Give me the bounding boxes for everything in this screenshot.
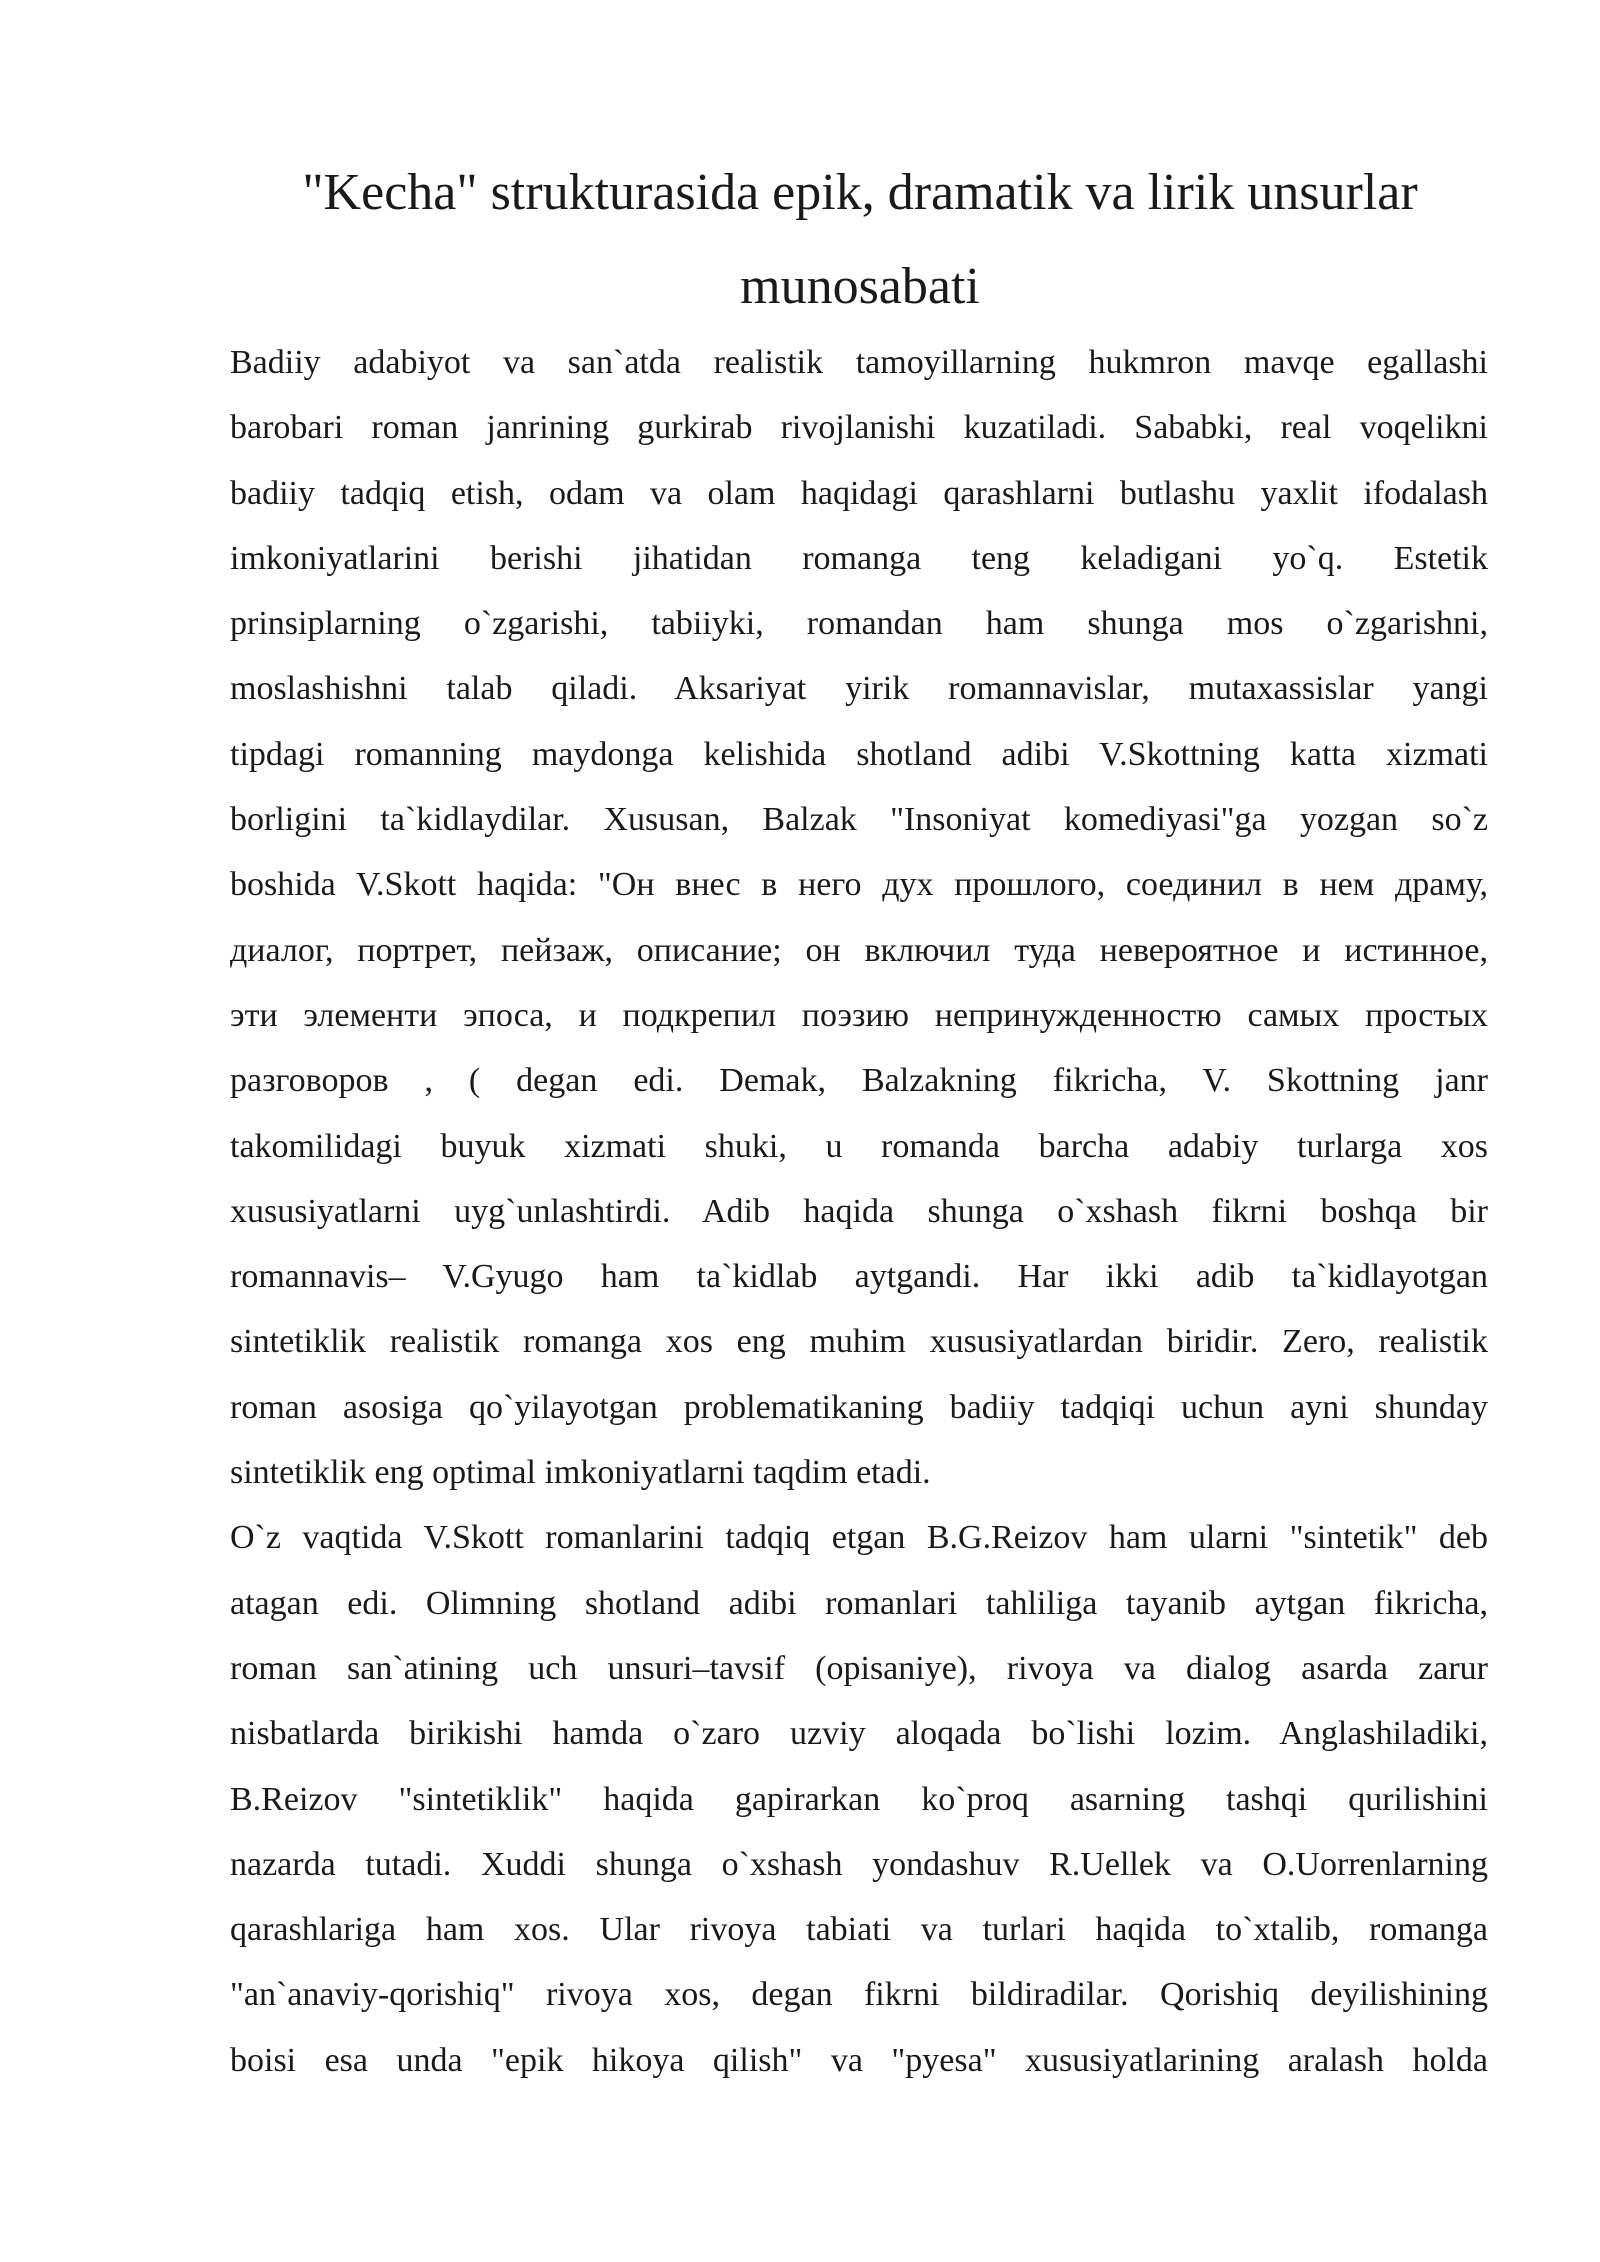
text-line: xususiyatlarni uyg`unlashtirdi. Adib haqida shunga o`xshash fikrni boshqa bir	[230, 1192, 1488, 1230]
paragraph	[230, 1505, 1488, 2093]
text-line: roman asosiga qo`yilayotgan problematikaning badiiy tadqiqi uchun ayni shunday	[230, 1388, 1488, 1426]
text-line: nisbatlarda birikishi hamda o`zaro uzviy aloqada bo`lishi lozim. Anglashiladiki,	[230, 1715, 1488, 1753]
text-line: borligini ta`kidlaydilar. Xususan, Balzak "Insoniyat komediyasi"ga yozgan so`z	[230, 801, 1488, 839]
text-line: barobari roman janrining gurkirab rivojlanishi kuzatiladi. Sababki, real voqelikni	[230, 409, 1488, 447]
text-line: sintetiklik eng optimal imkoniyatlarni taqdim etadi.	[230, 1454, 931, 1492]
text-line: qarashlariga ham xos. Ular rivoya tabiati va turlari haqida to`xtalib, romanga	[230, 1911, 1488, 1949]
text-line: диалог, портрет, пейзаж, описание; он включил туда невероятное и истинное,	[230, 931, 1488, 969]
text-line: разговоров , ( degan edi. Demak, Balzakning fikricha, V. Skottning janr	[230, 1062, 1488, 1100]
text-line: romannavis– V.Gyugo ham ta`kidlab aytgandi. Har ikki adib ta`kidlayotgan	[230, 1258, 1488, 1296]
text-line: sintetiklik realistik romanga xos eng muhim xususiyatlardan biridir. Zero, realistik	[230, 1323, 1488, 1361]
text-line: atagan edi. Olimning shotland adibi romanlari tahliliga tayanib aytgan fikricha,	[230, 1584, 1488, 1622]
text-line: O`z vaqtida V.Skott romanlarini tadqiq etgan B.G.Reizov ham ularni "sintetik" deb	[230, 1519, 1488, 1557]
text-line: nazarda tutadi. Xuddi shunga o`xshash yondashuv R.Uellek va O.Uorrenlarning	[230, 1845, 1488, 1883]
title-line: "Kecha" strukturasida epik, dramatik va lirik unsurlar	[302, 164, 1418, 221]
document-title	[230, 146, 1490, 334]
document-body	[230, 330, 1488, 2093]
text-line: tipdagi romanning maydonga kelishida shotland adibi V.Skottning katta xizmati	[230, 735, 1488, 773]
text-line: boisi esa unda "epik hikoya qilish" va "pyesa" xususiyatlarining aralash holda	[230, 2041, 1488, 2079]
text-line: badiiy tadqiq etish, odam va olam haqidagi qarashlarni butlashu yaxlit ifodalash	[230, 474, 1488, 512]
title-line: munosabati	[740, 258, 980, 315]
text-line: moslashishni talab qiladi. Aksariyat yirik romannavislar, mutaxassislar yangi	[230, 670, 1488, 708]
text-line: imkoniyatlarini berishi jihatidan romanga teng keladigani yo`q. Estetik	[230, 539, 1488, 577]
text-line: boshida V.Skott haqida: "Он внес в него дух прошлого, соединил в нем драму,	[230, 866, 1488, 904]
text-line: эти элементи эпоса, и подкрепил поэзию непринужденностю самых простых	[230, 996, 1488, 1034]
paragraph	[230, 330, 1488, 1505]
text-line: prinsiplarning o`zgarishi, tabiiyki, romandan ham shunga mos o`zgarishni,	[230, 605, 1488, 643]
text-line: takomilidagi buyuk xizmati shuki, u romanda barcha adabiy turlarga xos	[230, 1127, 1488, 1165]
text-line: "an`anaviy-qorishiq" rivoya xos, degan fikrni bildiradilar. Qorishiq deyilishining	[230, 1976, 1488, 2014]
text-line: roman san`atining uch unsuri–tavsif (opisaniye), rivoya va dialog asarda zarur	[230, 1649, 1488, 1687]
text-line: Badiiy adabiyot va san`atda realistik tamoyillarning hukmron mavqe egallashi	[230, 344, 1488, 381]
text-line: B.Reizov "sintetiklik" haqida gapirarkan ko`proq asarning tashqi qurilishini	[230, 1780, 1488, 1818]
